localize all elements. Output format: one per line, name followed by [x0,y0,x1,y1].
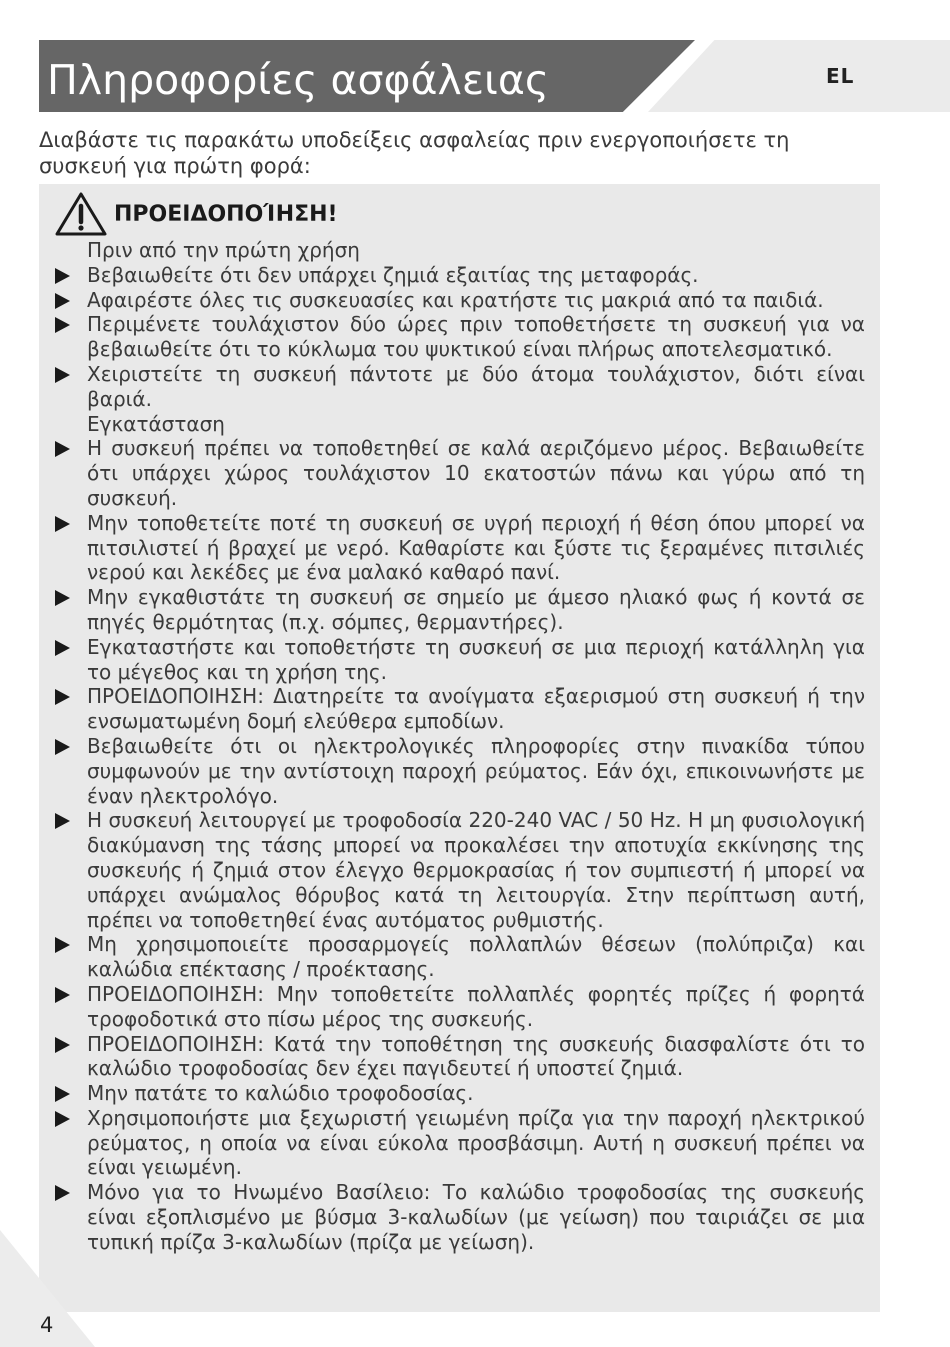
list-item: Αφαιρέστε όλες τις συσκευασίες και κρατήστε τις μακριά από τα παιδιά. [87,288,865,313]
list-item: Χρησιμοποιήστε μια ξεχωριστή γειωμένη πρίζα για την παροχή ηλεκτρικού ρεύματος, η οποία να είναι εύκολα προσβάσιμη. Αυτή η συσκευή πρέπει να είναι γειωμένη. [87,1105,865,1180]
list-item: Η συσκευή πρέπει να τοποθετηθεί σε καλά αεριζόμενο μέρος. Βεβαιωθείτε ότι υπάρχει χώρος τουλάχιστον 10 εκατοστών πάνω και γύρω από τη συσκευή. [87,436,865,510]
warning-triangle-icon [54,191,108,237]
list-item: Περιμένετε τουλάχιστον δύο ώρες πριν τοποθετήσετε τη συσκευή για να βεβαιωθείτε ότι το κύκλωμα του ψυκτικού είναι πλήρως αποτελεσματικό. [87,312,865,362]
section-subheading: Πριν από την πρώτη χρήση [87,238,360,262]
list-item: Μόνο για το Ηνωμένο Βασίλειο: Το καλώδιο τροφοδοσίας της συσκευής είναι εξοπλισμένο με βύσμα 3-καλωδίων (με γείωση) που ταιριάζει σε μια τυπική πρίζα 3-καλωδίων (πρίζα με γείωση). [87,1180,865,1254]
list-item: Μη χρησιμοποιείτε προσαρμογείς πολλαπλών θέσεων (πολύπριζα) και καλώδια επέκτασης / προέκτασης. [87,932,865,982]
list-item: ΠΡΟΕΙΔΟΠΟΙΗΣΗ: Μην τοποθετείτε πολλαπλές φορητές πρίζες ή φορητά τροφοδοτικά στο πίσω μέρος της συσκευής. [87,981,865,1031]
list-item: Η συσκευή λειτουργεί με τροφοδοσία 220-240 VAC / 50 Hz. Η μη φυσιολογική διακύμανση της τάσης μπορεί να προκαλέσει την αποτυχία εκκίνησης της συσκευής ή ζημιά στον έλεγχο θερμοκρασίας ή τον συμπιεστή ή μπορεί να υπάρχει ανώμαλος θόρυβος κατά τη λειτουργία. Στην περίπτωση αυτή, πρέπει να τοποθετηθεί ένας αυτόματος ρυθμιστής. [87,808,865,932]
page-title: Πληροφορίες ασφάλειας [47,56,549,104]
list-item: Βεβαιωθείτε ότι οι ηλεκτρολογικές πληροφορίες στην πινακίδα τύπου συμφωνούν με την αντίστοιχη παροχή ρεύματος. Εάν όχι, επικοινωνήστε με έναν ηλεκτρολόγο. [87,733,865,808]
section-subheading: Εγκατάσταση [87,411,225,436]
list-item: Μην τοποθετείτε ποτέ τη συσκευή σε υγρή περιοχή ή θέση όπου μπορεί να πιτσιλιστεί ή βραχεί με νερό. Καθαρίστε και ξύστε τις ξεραμένες πιτσιλιές νερού και λεκέδες με ένα μαλακό καθαρό πανί. [87,510,865,585]
list-item: ΠΡΟΕΙΔΟΠΟΙΗΣΗ: Διατηρείτε τα ανοίγματα εξαερισμού στη συσκευή ή την ενσωματωμένη δομή ελεύθερα εμποδίων. [87,684,865,734]
safety-instructions [87,238,865,1255]
list-item: Εγκαταστήστε και τοποθετήστε τη συσκευή σε μια περιοχή κατάλληλη για το μέγεθος και τη χρήση της. [87,634,865,684]
page-number: 4 [40,1313,54,1337]
list-item: Χειριστείτε τη συσκευή πάντοτε με δύο άτομα τουλάχιστον, διότι είναι βαριά. [87,361,865,411]
list-item: Μην πατάτε το καλώδιο τροφοδοσίας. [87,1081,865,1106]
header-accent [648,40,950,112]
language-code: EL [826,64,855,88]
list-item: ΠΡΟΕΙΔΟΠΟΙΗΣΗ: Κατά την τοποθέτηση της συσκευής διασφαλίστε ότι το καλώδιο τροφοδοσίας δεν έχει παγιδευτεί ή υποστεί ζημιά. [87,1031,865,1081]
warning-heading [54,190,338,238]
list-item: Μην εγκαθιστάτε τη συσκευή σε σημείο με άμεσο ηλιακό φως ή κοντά σε πηγές θερμότητας (π.χ. σόμπες, θερμαντήρες). [87,585,865,634]
warning-label: ΠΡΟΕΙΔΟΠΟΊΗΣΗ! [114,201,338,227]
list-item: Βεβαιωθείτε ότι δεν υπάρχει ζημιά εξαιτίας της μεταφοράς. [87,263,865,288]
intro-text: Διαβάστε τις παρακάτω υποδείξεις ασφαλείας πριν ενεργοποιήσετε τη συσκευή για πρώτη φορά: [39,128,790,178]
